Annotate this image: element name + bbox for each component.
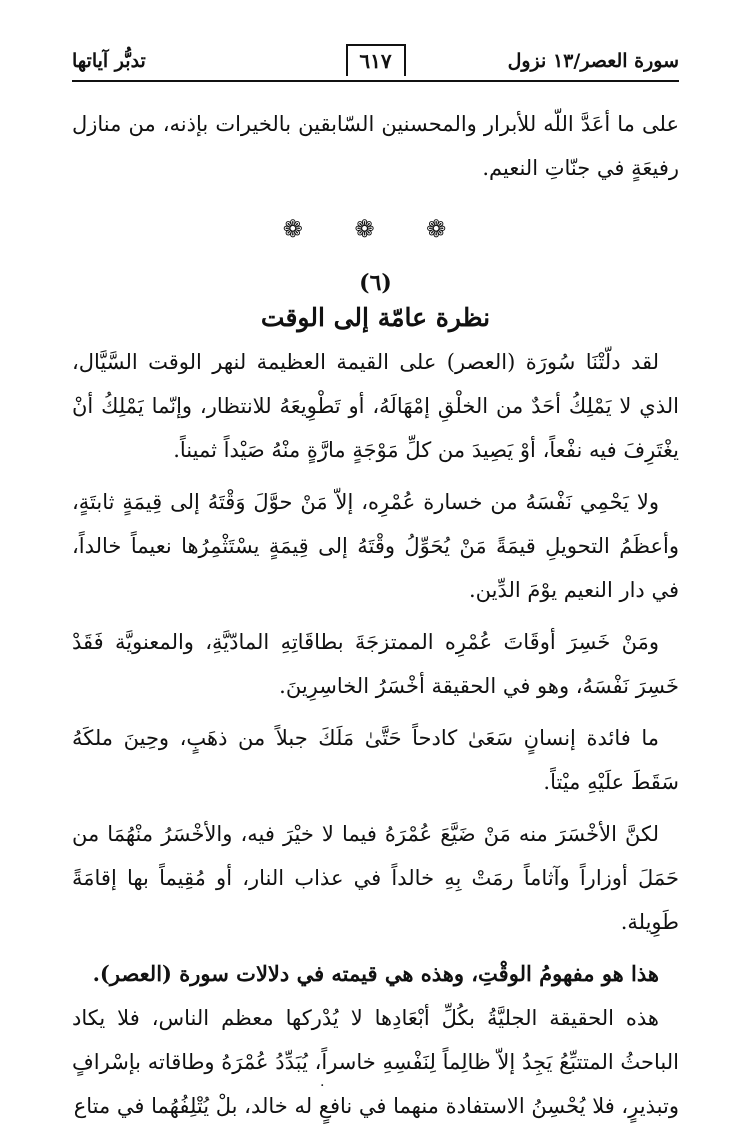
paragraph-3: ومَنْ خَسِرَ أوقَاتَ عُمْرِه الممتزجَةَ بطاقَاتِهِ المادّيَّةِ، والمعنويَّة فَقَدْ خَسِرَ نَفْسَهُ، وهو في الحقيقة أخْسَرُ الخاسِرِينَ.: [72, 630, 679, 698]
paragraph-4: ما فائدة إنسانٍ سَعَىٰ كادحاً حَتَّىٰ مَلَكَ جبلاً من ذهَبٍ، وحِينَ ملكَهُ سَقَطَ علَيْهِ ميْتاً.: [72, 726, 679, 794]
page-header: [72, 44, 679, 82]
paragraph-6: هذا هو مفهومُ الوقْتِ، وهذه هي قيمته في دلالات سورة (العصر).: [92, 961, 659, 986]
intro-paragraph: على ما أعَدَّ اللّه للأبرار والمحسنين السّابقين بالخيرات بإذنه، من منازل رفيعَةٍ في جنّاتِ النعيم.: [72, 112, 679, 180]
paragraph-2: ولا يَحْمِي نَفْسَهُ من خسارة عُمْرِه، إلاّ مَنْ حوَّلَ وَقْتَهُ إلى قِيمَةٍ ثابتَةٍ، وأعظَمُ التحويلِ قيمَةً مَنْ يُحَوِّلُ وقْتَهُ إلى قِيمَةٍ يسْتَثْمِرُها نعيماً خالداً، في دار النعيم يوْمَ الدِّين.: [72, 490, 679, 602]
ornament-divider: ❁ ❁ ❁: [282, 215, 469, 243]
section-number: (٦): [359, 270, 392, 296]
page-content: [72, 102, 679, 1128]
page-number: ٦١٧: [346, 44, 406, 76]
page-mark: .: [320, 1074, 325, 1090]
paragraph-7: هذه الحقيقة الجليَّةُ بكُلِّ أبْعَادِها لا يُدْركها معظم الناس، فلا يكاد الباحثُ المتتبِّعُ يَجِدُ إلاّ ظالِماً لِنَفْسِهِ خاسراً، يُبَدِّدُ عُمْرَهُ وطاقاته بإسْرافٍ وتبذيرٍ، فلا يُحْسِنُ الاستفادة منهما في نافعٍ له خالد، بلْ يُتْلِفُهُما في متاع: [72, 1006, 679, 1118]
paragraph-1: لقد دلّتْنَا سُورَة (العصر) على القيمة العظيمة لنهر الوقت السَّيَّال، الذي لا يَمْلِكُ أحَدٌ من الخلْقِ إمْهَالَهُ، أو تَطْوِيعَهُ للانتظار، وإنّما يَمْلِكُ أنْ يغْتَرِفَ فيه نفْعاً، أوْ يَصِيدَ من كلِّ مَوْجَةٍ مارَّةٍ منْهُ صَيْداً ثميناً.: [72, 350, 679, 462]
section-title: نظرة عامّة إلى الوقت: [260, 303, 491, 332]
surah-title: سورة العصر/١٣ نزول: [507, 50, 679, 72]
book-title: تدبُّر آياتها: [72, 50, 146, 72]
paragraph-5: لكنَّ الأخْسَرَ منه مَنْ ضَيَّعَ عُمْرَهُ فيما لا خيْرَ فيه، والأخْسَرُ منْهُمَا من حَمَلَ أوزاراً وآثاماً رمَتْ بِهِ خالداً في عذاب النار، أو مُقِيماً بها إقامَةً طَوِيلة.: [72, 822, 679, 934]
